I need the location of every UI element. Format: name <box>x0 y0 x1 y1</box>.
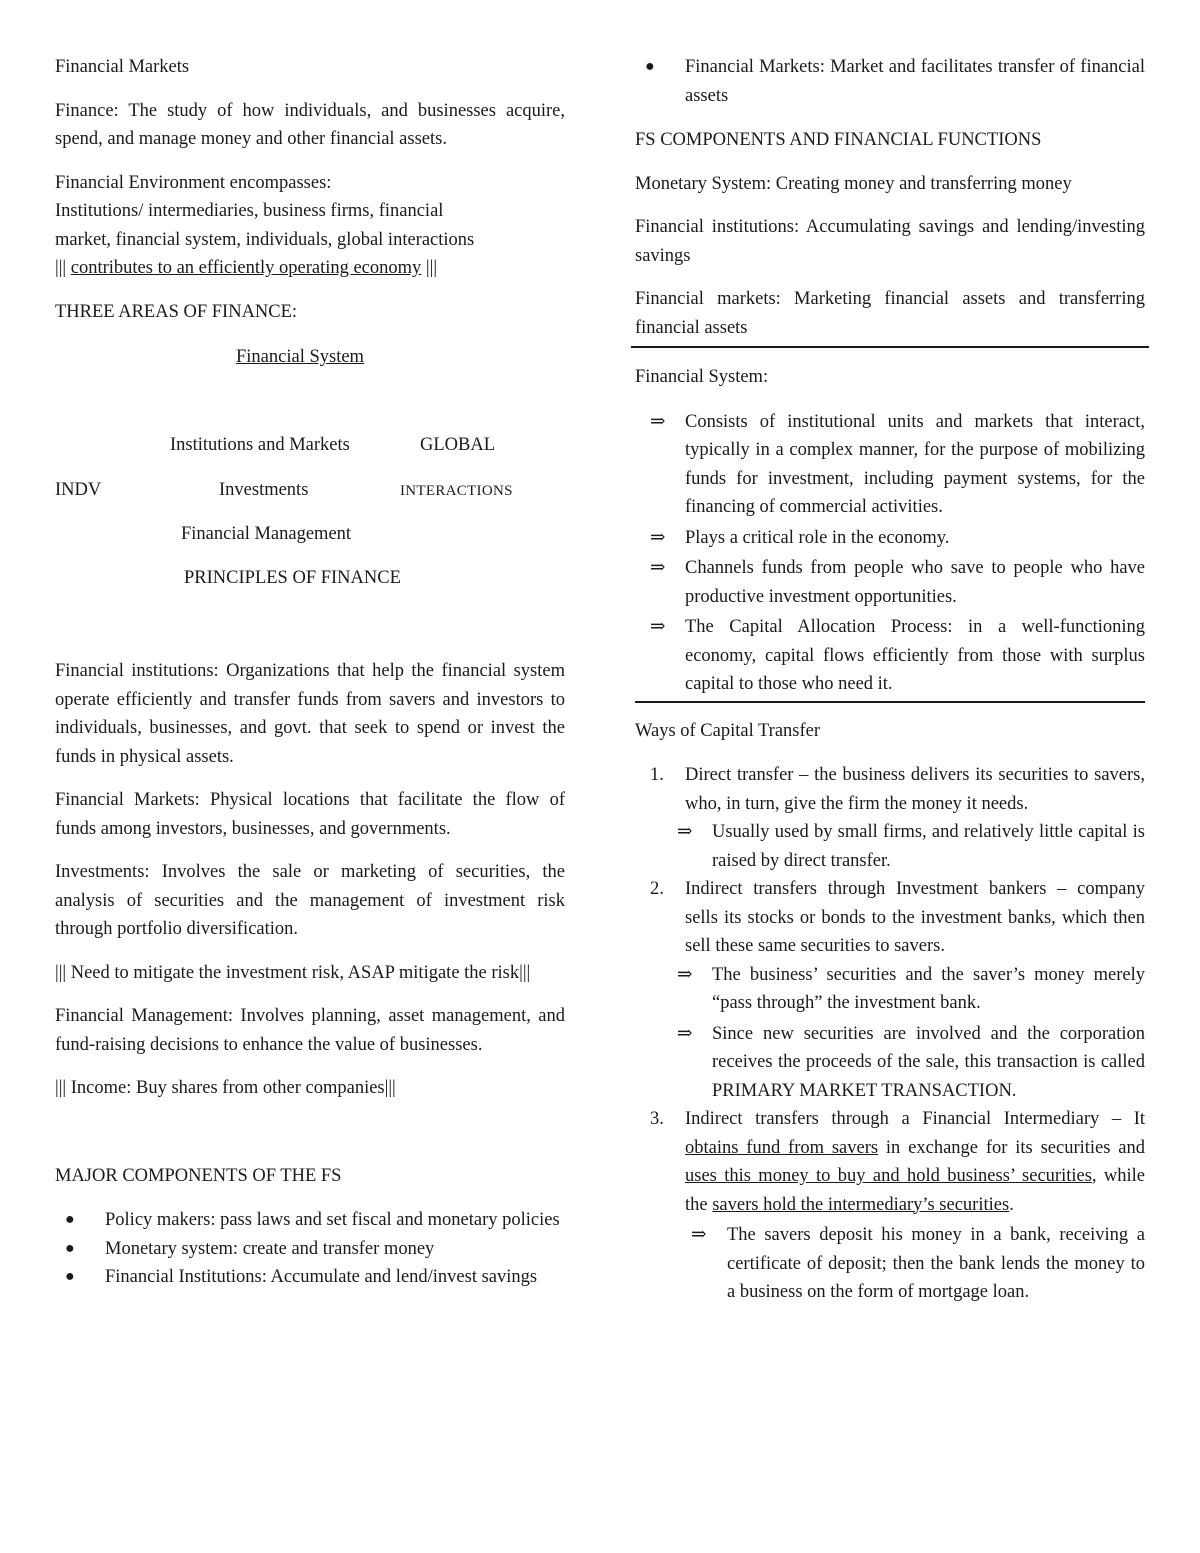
financial-markets-function: Financial markets: Marketing financial assets and transferring financial assets <box>635 289 1145 338</box>
list-item: ⇒ Since new securities are involved and the corporation receives the proceeds of the sale, this transaction is called PRIMARY MARKET TRANSACTION. <box>685 1020 1145 1106</box>
page-title: Financial Markets <box>55 57 190 77</box>
major-components-list <box>55 1206 565 1292</box>
three-areas-diagram <box>55 339 565 637</box>
top-bullet-list <box>635 53 1145 110</box>
implies-arrow-icon: ⇒ <box>677 964 693 985</box>
environment-line-1: Institutions/ intermediaries, business firms, financial <box>55 201 444 221</box>
list-number: 3. <box>650 1109 664 1129</box>
environment-contribution: contributes to an efficiently operating economy <box>70 258 422 278</box>
sub-list <box>685 1221 1145 1307</box>
diagram-investments: Investments <box>219 480 309 500</box>
financial-system-heading: Financial System: <box>635 367 769 387</box>
sub-list <box>677 818 1145 875</box>
diagram-institutions-markets: Institutions and Markets <box>170 435 350 455</box>
list-item: ⇒ The business’ securities and the saver’s money merely “pass through” the investment bank. <box>685 961 1145 1018</box>
list-item: ⇒ The savers deposit his money in a bank, receiving a certificate of deposit; then the bank lends the money to a business on the form of mortgage loan. <box>685 1221 1145 1307</box>
financial-markets-definition: Financial Markets: Physical locations that facilitate the flow of funds among investors, businesses, and governments. <box>55 790 565 839</box>
list-item: ● Policy makers: pass laws and set fiscal and monetary policies <box>55 1206 565 1235</box>
list-number: 1. <box>650 765 664 785</box>
list-item: ● Monetary system: create and transfer money <box>55 1235 565 1264</box>
diagram-principles: PRINCIPLES OF FINANCE <box>184 568 401 588</box>
list-item: 3. Indirect transfers through a Financial Intermediary – It obtains fund from savers in exchange for its securities and uses this money to buy and hold business’ securities, while the savers hold the intermediary’s securities. ⇒ The savers deposit his money in a bank, receiving a certificate of deposit; then the bank lends the money to a business on the form of mortgage loan. <box>635 1105 1145 1307</box>
list-item: ⇒ Channels funds from people who save to people who have productive investment opportunities. <box>635 554 1145 611</box>
bullet-icon: ● <box>645 58 655 75</box>
monetary-system-function: Monetary System: Creating money and transferring money <box>635 173 1072 194</box>
fs-components-heading: FS COMPONENTS AND FINANCIAL FUNCTIONS <box>635 130 1042 150</box>
diagram-interactions: INTERACTIONS <box>400 483 513 499</box>
income-note: ||| Income: Buy shares from other companies||| <box>55 1078 396 1098</box>
environment-heading: Financial Environment encompasses: <box>55 172 332 193</box>
three-areas-heading: THREE AREAS OF FINANCE: <box>55 301 298 322</box>
diagram-indv: INDV <box>55 480 102 500</box>
implies-arrow-icon: ⇒ <box>677 1023 693 1044</box>
finance-definition: Finance: The study of how individuals, and businesses acquire, spend, and manage money and other financial assets. <box>55 100 565 149</box>
mitigate-note: ||| Need to mitigate the investment risk, ASAP mitigate the risk||| <box>55 962 531 983</box>
implies-arrow-icon: ⇒ <box>650 411 666 432</box>
right-column <box>635 53 1145 1307</box>
section-divider <box>631 346 1149 348</box>
list-item: ⇒ The Capital Allocation Process: in a well-functioning economy, capital flows efficiently from those with surplus capital to those who need it. <box>635 613 1145 699</box>
pipes-open: ||| <box>55 258 67 278</box>
financial-system-list <box>635 408 1145 699</box>
sub-list <box>677 961 1145 1106</box>
financial-institutions-function: Financial institutions: Accumulating savings and lending/investing savings <box>635 217 1145 266</box>
implies-arrow-icon: ⇒ <box>691 1225 707 1245</box>
financial-management-definition: Financial Management: Involves planning, asset management, and fund-raising decisions to enhance the value of businesses. <box>55 1006 565 1055</box>
diagram-financial-system: Financial System <box>236 347 364 367</box>
investments-definition: Investments: Involves the sale or marketing of securities, the analysis of securities and the management of investment risk through portfolio diversification. <box>55 862 565 939</box>
pipes-close: ||| <box>425 258 438 278</box>
list-item: 2. Indirect transfers through Investment bankers – company sells its stocks or bonds to the investment banks, which then sell these same securities to savers. ⇒ The business’ securities and the saver’s money merely “pass through” the investment bank. ⇒ Since new securities are involved and the corporation receives the proceeds of the sale, this transaction is called PRIMARY MARKET TRANSACTION. <box>635 875 1145 1105</box>
financial-institutions-definition: Financial institutions: Organizations that help the financial system operate efficiently and transfer funds from savers and investors to individuals, businesses, and govt. that seek to spend or invest the funds in physical assets. <box>55 661 565 767</box>
list-item: ⇒ Usually used by small firms, and relatively little capital is raised by direct transfer. <box>685 818 1145 875</box>
left-column <box>55 53 565 1292</box>
implies-arrow-icon: ⇒ <box>650 617 666 637</box>
bullet-icon: ● <box>65 1268 75 1285</box>
ways-of-capital-transfer-heading: Ways of Capital Transfer <box>635 720 821 741</box>
list-item: ⇒ Consists of institutional units and markets that interact, typically in a complex manner, for the purpose of mobilizing funds for investment, including payment systems, for the financing of commercial activities. <box>635 408 1145 522</box>
financial-environment <box>55 169 565 283</box>
environment-line-2: market, financial system, individuals, global interactions <box>55 229 475 250</box>
list-item: ● Financial Markets: Market and facilitates transfer of financial assets <box>635 53 1145 110</box>
bullet-icon: ● <box>65 1239 75 1257</box>
implies-arrow-icon: ⇒ <box>650 527 666 548</box>
implies-arrow-icon: ⇒ <box>677 822 693 842</box>
bullet-icon: ● <box>65 1211 75 1228</box>
list-item: ⇒ Plays a critical role in the economy. <box>635 524 1145 553</box>
list-number: 2. <box>650 879 664 899</box>
implies-arrow-icon: ⇒ <box>650 558 666 578</box>
diagram-global: GLOBAL <box>420 435 496 455</box>
list-item: 1. Direct transfer – the business delivers its securities to savers, who, in turn, give the firm the money it needs. ⇒ Usually used by small firms, and relatively little capital is raised by direct transfer. <box>635 761 1145 875</box>
major-components-heading: MAJOR COMPONENTS OF THE FS <box>55 1165 342 1186</box>
ways-list <box>635 761 1145 1307</box>
section-divider <box>635 701 1145 703</box>
diagram-financial-management: Financial Management <box>181 524 352 544</box>
list-item: ● Financial Institutions: Accumulate and lend/invest savings <box>55 1263 565 1292</box>
